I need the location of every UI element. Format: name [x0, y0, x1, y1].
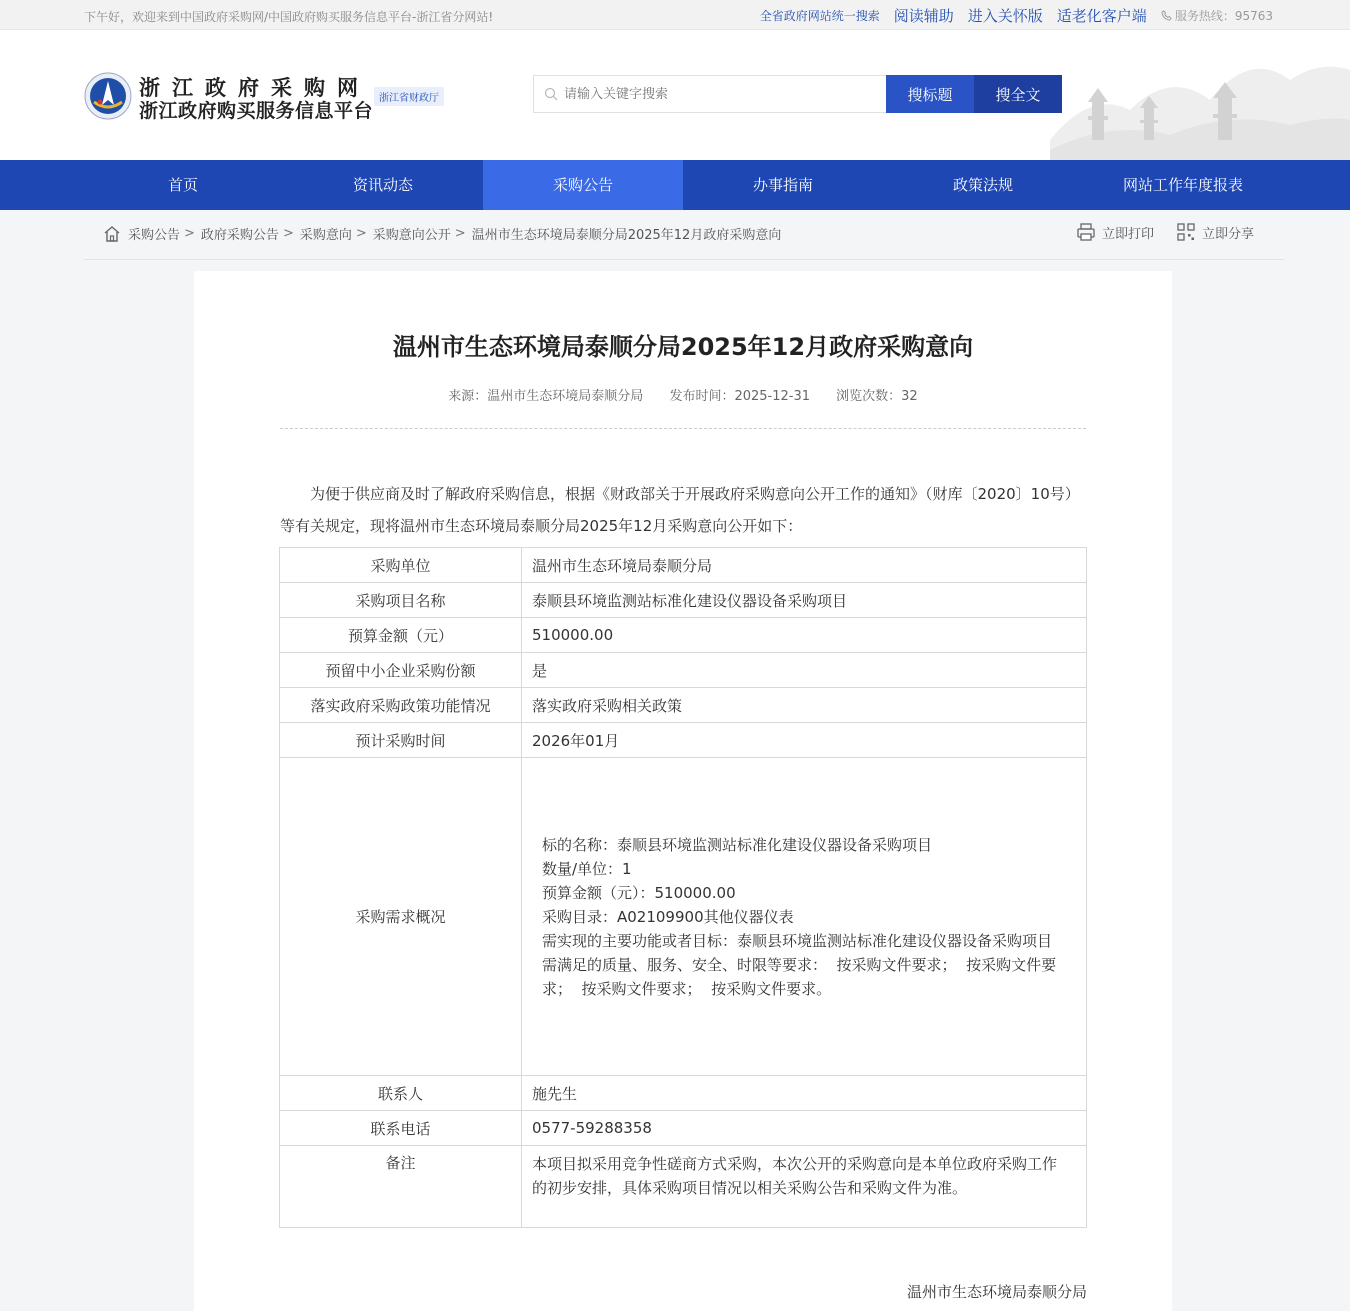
top-bar: [0, 0, 1350, 30]
row-value: 0577-59288358: [522, 1111, 1087, 1146]
search-box: [533, 75, 886, 113]
row-key: 预算金额（元）: [280, 618, 522, 653]
phone-icon: [1161, 10, 1172, 21]
requirement-line: 标的名称：泰顺县环境监测站标准化建设仪器设备采购项目: [542, 835, 933, 854]
requirement-cell: [522, 758, 1087, 1076]
search-title-button[interactable]: 搜标题: [886, 75, 974, 113]
table-row: [280, 758, 1087, 1076]
row-value: 施先生: [522, 1076, 1087, 1111]
nav-item-home[interactable]: 首页: [167, 176, 198, 194]
client-link[interactable]: 适老化客户端: [1056, 7, 1147, 25]
procurement-table: [279, 547, 1087, 1228]
row-value: 本项目拟采用竞争性磋商方式采购，本次公开的采购意向是本单位政府采购工作的初步安排，具体采购项目情况以相关采购公告和采购文件为准。: [522, 1146, 1087, 1228]
unified-search-link[interactable]: 全省政府网站统一搜索: [759, 9, 880, 23]
main-nav: [0, 160, 1350, 210]
search-input[interactable]: [564, 87, 864, 102]
logo-emblem-icon[interactable]: [84, 72, 132, 120]
row-key: 预留中小企业采购份额: [280, 653, 522, 688]
requirement-line: 预算金额（元）：510000.00: [542, 883, 736, 902]
breadcrumb-item[interactable]: 采购意向: [299, 228, 352, 243]
requirement-line: 采购目录：A02109900其他仪器仪表: [542, 907, 794, 926]
breadcrumb-item[interactable]: 采购意向公开: [372, 228, 451, 243]
print-button[interactable]: [1076, 222, 1154, 242]
nav-item-policy[interactable]: 政策法规: [952, 176, 1013, 194]
logo-tag: 浙江省财政厅: [374, 87, 444, 106]
breadcrumb-item[interactable]: 政府采购公告: [200, 228, 279, 243]
share-label: 立即分享: [1201, 226, 1254, 242]
hotline: [1161, 7, 1273, 24]
table-row: [280, 548, 1087, 583]
nav-item-announcements[interactable]: 采购公告: [483, 160, 683, 210]
welcome-text: 下午好，欢迎来到中国政府采购网/中国政府购买服务信息平台-浙江省分网站!: [84, 10, 494, 24]
requirement-line: 需满足的质量、服务、安全、时限等要求： 按采购文件要求； 按采购文件要求； 按采购文件要求； 按采购文件要求。: [542, 955, 1057, 998]
row-key: 采购需求概况: [280, 758, 522, 1076]
row-key: 备注: [280, 1146, 522, 1228]
breadcrumb-divider: [84, 259, 1284, 260]
article-divider: [280, 428, 1086, 429]
share-button[interactable]: [1176, 222, 1254, 242]
search-icon: [544, 87, 558, 101]
breadcrumb-current: 温州市生态环境局泰顺分局2025年12月政府采购意向: [471, 228, 782, 243]
article-meta: [194, 385, 1172, 404]
table-row: [280, 1146, 1087, 1228]
logo-title: 浙江政府采购网: [139, 76, 370, 100]
home-icon[interactable]: [103, 225, 121, 243]
row-value: 温州市生态环境局泰顺分局: [522, 548, 1087, 583]
article-panel: [194, 271, 1172, 1311]
nav-item-annual-report[interactable]: 网站工作年度报表: [1122, 176, 1243, 194]
table-row: [280, 688, 1087, 723]
reading-aid-link[interactable]: 阅读辅助: [893, 7, 954, 25]
row-value: 落实政府采购相关政策: [522, 688, 1087, 723]
nav-item-guide[interactable]: 办事指南: [752, 176, 813, 194]
requirement-line: 需实现的主要功能或者目标：泰顺县环境监测站标准化建设仪器设备采购项目: [542, 931, 1053, 950]
article-title: 温州市生态环境局泰顺分局2025年12月政府采购意向: [392, 333, 974, 361]
top-links: [760, 5, 1273, 26]
scenery-illustration: [1050, 30, 1350, 160]
row-key: 联系人: [280, 1076, 522, 1111]
signature: 温州市生态环境局泰顺分局: [906, 1283, 1087, 1301]
printer-icon: [1076, 222, 1096, 242]
row-key: 采购单位: [280, 548, 522, 583]
search-fulltext-button[interactable]: 搜全文: [974, 75, 1062, 113]
row-key: 采购项目名称: [280, 583, 522, 618]
elderly-version-link[interactable]: 进入关怀版: [967, 7, 1043, 25]
table-row: [280, 583, 1087, 618]
row-value: 是: [522, 653, 1087, 688]
logo-subtitle: 浙江政府购买服务信息平台: [139, 100, 374, 122]
site-header: [0, 30, 1350, 160]
qrcode-icon: [1176, 222, 1196, 242]
row-value: 2026年01月: [522, 723, 1087, 758]
table-row: [280, 618, 1087, 653]
breadcrumb: 采购公告 > 政府采购公告 > 采购意向 > 采购意向公开 > 温州市生态环境局泰顺分局2025年12月政府采购意向: [103, 224, 781, 243]
row-key: 预计采购时间: [280, 723, 522, 758]
article-source: 来源：温州市生态环境局泰顺分局: [448, 389, 644, 404]
table-row: [280, 653, 1087, 688]
nav-item-news[interactable]: 资讯动态: [352, 176, 413, 194]
row-key: 落实政府采购政策功能情况: [280, 688, 522, 723]
article-date: 发布时间：2025-12-31: [669, 389, 811, 404]
table-row: [280, 723, 1087, 758]
row-key: 联系电话: [280, 1111, 522, 1146]
article-views: 浏览次数：32: [836, 389, 918, 404]
breadcrumb-item[interactable]: 采购公告: [128, 228, 181, 243]
article-tools: [1076, 222, 1254, 242]
row-value: 510000.00: [522, 618, 1087, 653]
table-row: [280, 1111, 1087, 1146]
article-intro: 为便于供应商及时了解政府采购信息，根据《财政部关于开展政府采购意向公开工作的通知》（财库〔2020〕10号）等有关规定，现将温州市生态环境局泰顺分局2025年12月采购意向公开如下：: [280, 485, 1080, 535]
row-value: 泰顺县环境监测站标准化建设仪器设备采购项目: [522, 583, 1087, 618]
hotline-text: 服务热线：95763: [1174, 9, 1273, 23]
print-label: 立即打印: [1101, 226, 1154, 242]
requirement-line: 数量/单位：1: [542, 859, 632, 878]
table-row: [280, 1076, 1087, 1111]
